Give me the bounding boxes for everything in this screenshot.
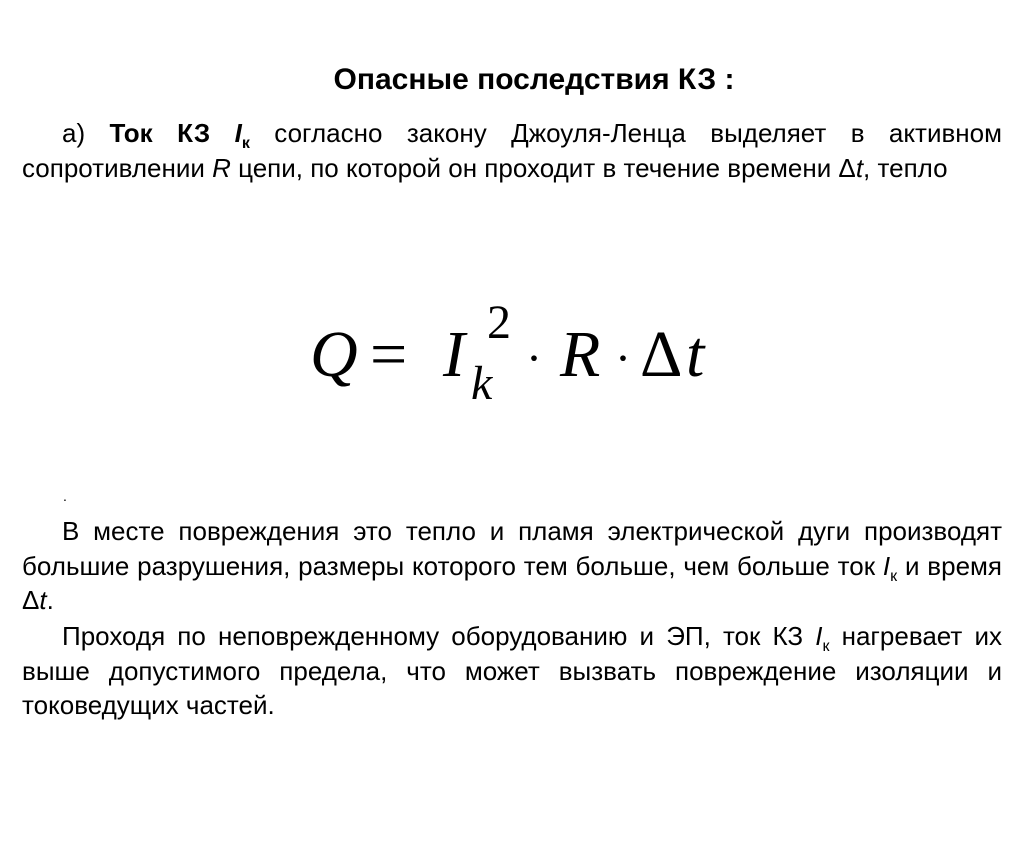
current-symbol: I <box>234 118 242 148</box>
paragraph-joule-lenz <box>22 116 1002 185</box>
paragraph-text: цепи, по которой он проходит в течение времени Δ <box>230 152 856 183</box>
paragraph-heating <box>22 619 1002 723</box>
current-subscript: к <box>890 567 898 585</box>
resistance-symbol: R <box>212 152 231 183</box>
formula-current: I <box>443 318 465 391</box>
current-subscript: к <box>822 638 830 655</box>
formula-time: t <box>686 318 705 391</box>
formula-delta: Δ <box>640 318 683 391</box>
formula-resistance: R <box>560 318 601 391</box>
paragraph-damage <box>22 514 1002 618</box>
formula-dot: · <box>526 332 542 385</box>
bold-lead: Ток КЗ <box>109 118 235 148</box>
small-mark: . <box>63 488 67 504</box>
joule-lenz-formula <box>300 286 740 416</box>
current-symbol: I <box>882 550 891 581</box>
paragraph-prefix: а) <box>62 118 110 148</box>
paragraph-text: . <box>46 585 54 615</box>
paragraph-text: , тепло <box>863 152 948 183</box>
slide-title: Опасные последствия КЗ : <box>333 63 735 96</box>
current-symbol: I <box>815 621 823 651</box>
formula-exponent: 2 <box>487 296 511 349</box>
current-subscript: к <box>241 135 250 152</box>
paragraph-text: В месте повреждения это тепло и пламя электрической дуги производят большие разрушения, размеры которого тем больше, чем больше ток <box>22 516 1002 581</box>
formula-subscript: k <box>471 357 493 410</box>
formula-heat: Q <box>310 318 358 391</box>
formula-equals: = <box>370 318 408 391</box>
formula-dot: · <box>615 332 631 385</box>
paragraph-text: согласно закону Джоуля-Ленца выделяет в активном сопротивлении <box>22 118 1002 183</box>
paragraph-text: нагревает их выше допустимого предела, что может вызвать повреждение изоляции и токоведущих частей. <box>22 621 1002 720</box>
time-symbol: t <box>855 152 864 183</box>
paragraph-text: и время Δ <box>22 550 1002 615</box>
time-symbol: t <box>39 585 47 615</box>
paragraph-text: Проходя по неповрежденному оборудованию и ЭП, ток КЗ <box>62 621 816 651</box>
